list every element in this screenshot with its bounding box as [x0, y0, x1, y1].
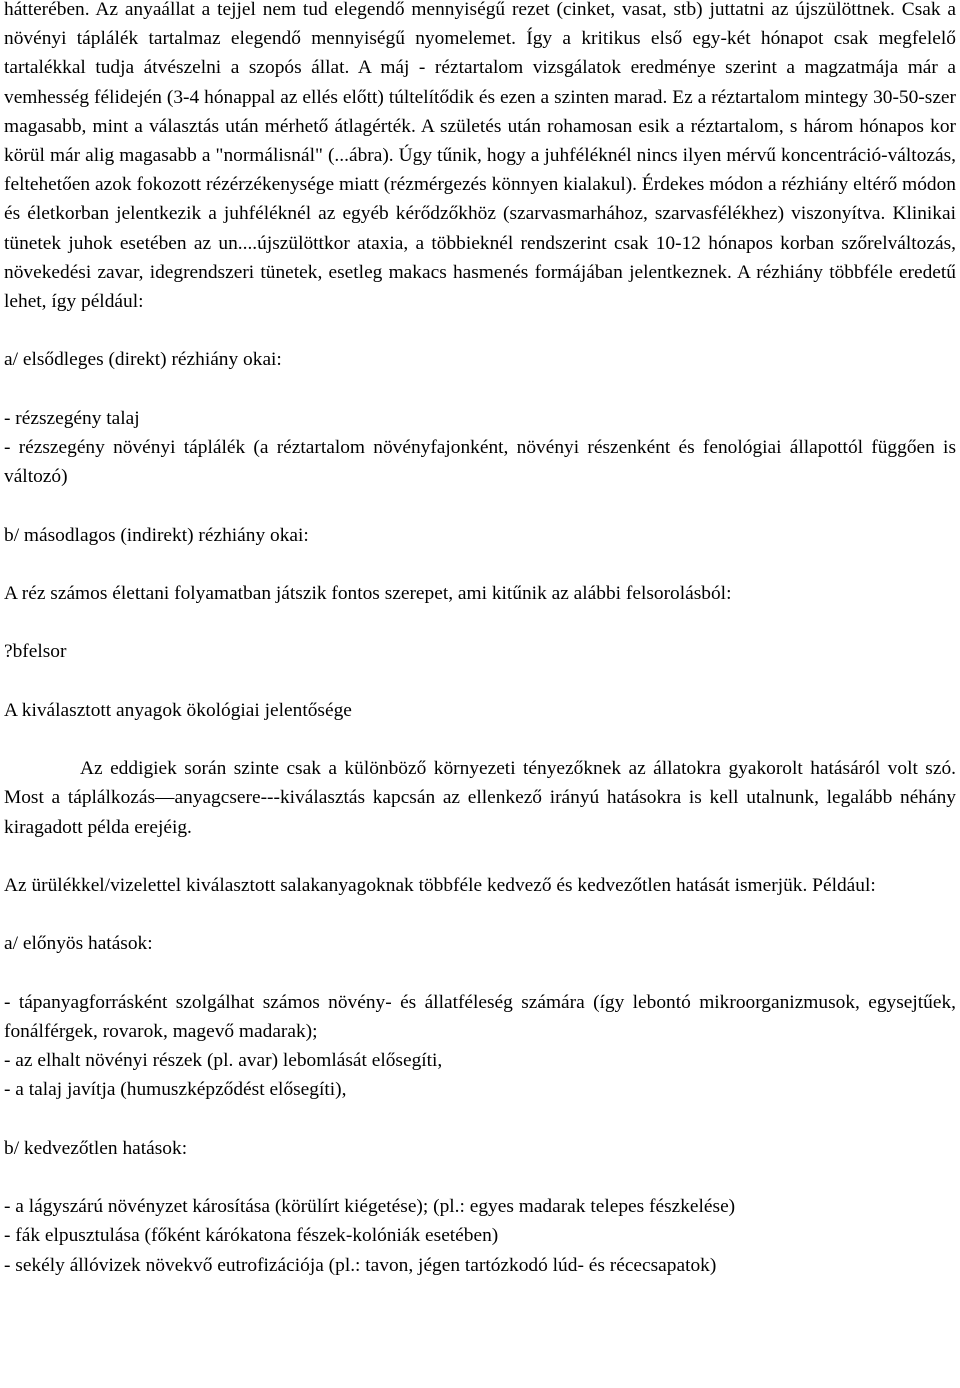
- secondary-causes-heading: b/ másodlagos (indirekt) rézhiány okai:: [4, 524, 309, 546]
- primary-cause-plants: - rézszegény növényi táplálék (a réztartalom növényfajonként, növényi részenként és fenológiai állapottól függően is változó): [4, 437, 956, 488]
- list-placeholder: ?bfelsor: [4, 641, 67, 663]
- intro-part1: hátterében. Az anyaállat a tejjel nem tud elegendő mennyiségű rezet (cinket, vasat, stb) juttatni az újszülöttnek. Csak a növényi táplálék tartalmaz elegendő mennyiségű nyomelemet. Így a kritikus első egy-két hónapot csak megfelelő tartalékkal tudja átvészelni a szopós állat.: [4, 0, 956, 79]
- waste-intro-paragraph: Az ürülékkel/vizelettel kiválasztott salakanyagoknak többféle kedvező és kedvezőtlen hatását ismerjük. Például:: [4, 874, 876, 896]
- positive-effect-soil: - a talaj javítja (humuszképződést elősegíti),: [4, 1079, 347, 1101]
- positive-effect-litter: - az elhalt növényi részek (pl. avar) lebomlását elősegíti,: [4, 1050, 443, 1072]
- negative-effect-vegetation: - a lágyszárú növényzet károsítása (körülírt kiégetése); (pl.: egyes madarak telepes fészkelése): [4, 1196, 736, 1218]
- intro-part2: A máj - réztartalom vizsgálatok eredménye szerint a magzatmája már a vemhesség félidején (3-4 hónappal az ellés előtt) túltelítődik és ezen a szinten marad. Ez a réztartalom mintegy 30-50-szer magasabb, mint a választás után mérhető átlagérték. A születés után rohamosan esik a réztartalom, s három hónapos kor körül már alig magasabb a "normálisnál" (...ábra). Úgy tűnik, hogy a juhféléknél nincs ilyen mérvű koncentráció-változás, feltehetően azok fokozott rézérzékenysége miatt (rézmérgezés könnyen kialakul). Érdekes módon a rézhiány eltérő módon és életkorban jelentkezik a juhféléknél az egyéb kérődzőkhöz (szarvasmarhához, szarvasfélékhez) viszonyítva. Klinikai tünetek juhok esetében az un....újszülöttkor ataxia, a többieknél rendszerint csak 10-12 hónapos korban szőrelváltozás, növekedési zavar, idegrendszeri tünetek, esetleg makacs hasmenés formájában jelentkeznek. A rézhiány többféle eredetű lehet, így például:: [4, 57, 956, 313]
- copper-roles-paragraph: A réz számos élettani folyamatban játszik fontos szerepet, ami kitűnik az alábbi felsorolásból:: [4, 583, 732, 604]
- positive-effect-nutrient: - tápanyagforrásként szolgálhat számos növény- és állatféleség számára (így lebontó mikroorganizmusok, egysejtűek, fonálférgek, rovarok, magevő madarak);: [4, 991, 956, 1042]
- intro-paragraph: [4, 0, 956, 316]
- document-page: [4, 0, 956, 1280]
- negative-effect-eutrophication: - sekély állóvizek növekvő eutrofizációja (pl.: tavon, jégen tartózkodó lúd- és récecsapatok): [4, 1254, 717, 1276]
- section-intro-paragraph: Az eddigiek során szinte csak a különböző környezeti tényezőknek az állatokra gyakorolt hatásáról volt szó. Most a táplálkozás—anyagcsere---kiválasztás kapcsán az ellenkező irányú hatásokra is kell utalnunk, legalább néhány kiragadott példa erejéig.: [4, 758, 956, 838]
- primary-causes-heading: a/ elsődleges (direkt) rézhiány okai:: [4, 349, 282, 371]
- positive-effects-heading: a/ előnyös hatások:: [4, 933, 153, 955]
- section-title: A kiválasztott anyagok ökológiai jelentősége: [4, 699, 352, 721]
- primary-cause-soil: - rézszegény talaj: [4, 407, 140, 429]
- negative-effect-trees: - fák elpusztulása (főként kárókatona fészek-kolóniák esetében): [4, 1225, 499, 1247]
- negative-effects-heading: b/ kedvezőtlen hatások:: [4, 1137, 188, 1159]
